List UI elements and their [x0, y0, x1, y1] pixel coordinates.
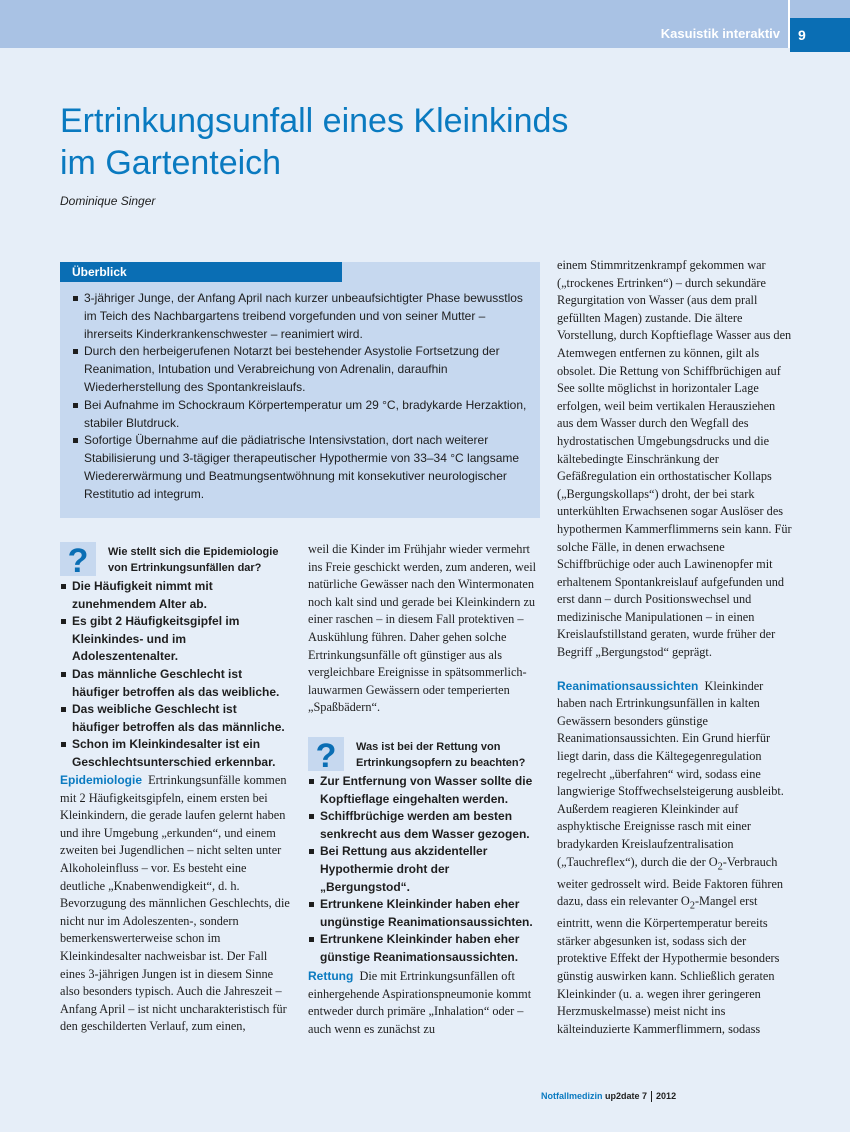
subscript: 2 — [717, 861, 723, 873]
answer-option[interactable]: Die Häufigkeit nimmt mit zunehmendem Alter ab. — [60, 578, 285, 613]
column-2-text — [308, 541, 544, 717]
column-3-text — [557, 257, 793, 1038]
answer-list — [308, 773, 538, 967]
title-line-1: Ertrinkungsunfall eines Kleinkinds — [60, 102, 569, 140]
answer-list — [60, 578, 285, 772]
answer-option[interactable]: Ertrunkene Kleinkinder haben eher günstige Reanimationsaussichten. — [308, 931, 538, 966]
question-title: Wie stellt sich die Epidemiologie von Ertrinkungsunfällen dar? — [108, 546, 279, 574]
paragraph-continuation: weil die Kinder im Frühjahr wieder vermehrt ins Freie geschickt werden, zum anderen, weil natürliche Gewässer nach den Wintermonaten noch kalt sind und gerade bei Kleinkindern zu einer raschen – in diesem Fall protektiven – Auskühlung führen. Daher gehen solche Ertrinkungsunfälle oft günstiger aus als vergleichbare Ereignisse in spätsommerlich-lauwarmen Gewässern oder temperierten „Spaßbädern“. — [308, 542, 537, 715]
footer-divider — [651, 1091, 652, 1102]
answer-option[interactable]: Das männliche Geschlecht ist häufiger betroffen als das weibliche. — [60, 666, 285, 701]
paragraph-epidemiology: Ertrinkungsunfälle kommen mit 2 Häufigkeitsgipfeln, einem ersten bei Kleinkindern, die gerade laufen gelernt haben und ihre Umgebung „erkunden“, und einem zweiten bei Jugendlichen – nicht selten unter Alkoholeinfluss – vor. Es besteht eine deutliche „Knabenwendigkeit“, d. h. Bevorzugung des männlichen Geschlechts, die nicht nur im Adoleszenten-, sondern bemerkenswerterweise schon im Kleinkindesalter nachweisbar ist. Der Fall eines 3-jährigen Jungen ist in diesem Sinne also besonders typisch. Auch die Jahreszeit – Anfang April – ist nicht uncharakteristisch für den geschilderten Verlauf, zum einen, — [60, 773, 290, 1034]
overview-list — [72, 290, 532, 504]
page-number: 9 — [790, 18, 850, 52]
answer-option[interactable]: Bei Rettung aus akzidenteller Hypothermie droht der „Bergungstod“. — [308, 843, 538, 896]
paragraph-rescue-continuation: einem Stimmritzenkrampf gekommen war („trockenes Ertrinken“) – durch sekundäre Regurgitation von Wasser (aus dem prall gefüllten Magen) zustande. Die ältere Vorstellung, durch Kopftieflage Wasser aus den Atemwegen entfernen zu können, gilt als obsolet. Die Rettung von Schiffbrüchigen auf See sollte möglichst in horizontaler Lage erfolgen, weil beim vertikalen Herausziehen aus dem Wasser durch den Wegfall des hydrostatischen Umgebungsdrucks und die kältebedingte Einschränkung der Gefäßregulation ein orthostatischer Kollaps („Bergungskollaps“) droht, der bei stark unterkühlten Erwachsenen sogar Auslöser des hypothermen Kammerflimmerns sein kann. Für solche Fälle, in denen erwachsene Schiffbrüchige oder auch Lawinenopfer mit erhaltenem Spontankreislauf aufgefunden und erst dann – durch Positionswechsel und medizinische Manipulationen – in einen Kreislaufstillstand geraten, wurde früher der Begriff „Bergungstod“ geprägt. — [557, 258, 792, 660]
article-title — [60, 100, 660, 184]
subscript: 2 — [689, 900, 695, 912]
answer-option[interactable]: Es gibt 2 Häufigkeitsgipfel im Kleinkindes- und im Adoleszentenalter. — [60, 613, 285, 666]
question-box-rescue — [308, 737, 544, 964]
section-label: Kasuistik interaktiv — [660, 26, 780, 41]
overview-box — [60, 262, 540, 518]
subheading-resuscitation: Reanimationsaussichten — [557, 678, 699, 693]
paragraph-rescue: Die mit Ertrinkungsunfällen oft einhergehende Aspirationspneumonie kommt entweder durch primäre „Inhalation“ oder – auch wenn es zunächst zu — [308, 969, 532, 1036]
title-line-2: im Gartenteich — [60, 144, 282, 182]
answer-option[interactable]: Das weibliche Geschlecht ist häufiger betroffen als das männliche. — [60, 701, 285, 736]
overview-heading: Überblick — [60, 262, 342, 282]
journal-issue: up2date 7 — [605, 1091, 648, 1101]
overview-item: Sofortige Übernahme auf die pädiatrische Intensivstation, dort nach weiterer Stabilisierung und 3-tägiger therapeutischer Hypothermie von 33–34 °C langsame Wiedererwärmung und Beatmungsentwöhnung mit konsekutiver neurologischer Restitutio ad integrum. — [72, 432, 532, 503]
author: Dominique Singer — [60, 194, 156, 208]
answer-option[interactable]: Ertrunkene Kleinkinder haben eher ungünstige Reanimationsaussichten. — [308, 896, 538, 931]
question-mark-icon: ? — [60, 542, 96, 576]
column-1-text — [60, 772, 294, 1036]
column-2-rescue-text — [308, 968, 544, 1038]
paragraph-resuscitation-a: Kleinkinder haben nach Ertrinkungsunfällen in kalten Gewässern besonders günstige Reanimationsaussichten. Ein Grund hierfür liegt darin, dass die Kältegegenregulation regelrecht „überfahren“ wird, sodass eine langwierige Stoffwechselsteigerung ausbleibt. Außerdem reagieren Kleinkinder auf asphyktische Ereignisse rasch mit einer bradykarden Kreislaufzentralisation („Tauchreflex“), durch die der O — [557, 678, 784, 869]
journal-name: Notfallmedizin — [541, 1091, 603, 1101]
question-box-epidemiology — [60, 542, 285, 769]
paragraph-resuscitation-b: -Verbrauch weiter gedrosselt wird. Beide Faktoren führen dazu, dass ein relevanter O — [557, 854, 784, 909]
answer-option[interactable]: Zur Entfernung von Wasser sollte die Kopftieflage eingehalten werden. — [308, 773, 538, 808]
footer — [541, 1091, 676, 1102]
paragraph-resuscitation-c: -Mangel erst eintritt, wenn die Körpertemperatur bereits stärker abgesunken ist, sodass sich der protektive Effekt der Hypothermie besonders günstig auswirken kann. Schließlich geraten Kleinkinder (u. a. wegen ihrer geringeren Herzmuskelmasse) meist nicht ins kälteinduzierte Kammerflimmern, sodass — [557, 894, 780, 1036]
question-mark-icon: ? — [308, 737, 344, 771]
subheading-epidemiology: Epidemiologie — [60, 773, 143, 787]
question-title: Was ist bei der Rettung von Ertrinkungsopfern zu beachten? — [356, 741, 526, 769]
overview-item: 3-jähriger Junge, der Anfang April nach kurzer unbeaufsichtigter Phase bewusstlos im Teich des Nachbargartens treibend vorgefunden und von seiner Mutter – ihrerseits Kinderkrankenschwester – reanimiert wird. — [72, 290, 532, 343]
subheading-rescue: Rettung — [308, 969, 354, 983]
answer-option[interactable]: Schiffbrüchige werden am besten senkrecht aus dem Wasser gezogen. — [308, 808, 538, 843]
answer-option[interactable]: Schon im Kleinkindesalter ist ein Geschlechtsunterschied erkennbar. — [60, 736, 285, 771]
journal-year: 2012 — [656, 1091, 677, 1101]
overview-item: Bei Aufnahme im Schockraum Körpertemperatur um 29 °C, bradykarde Herzaktion, stabiler Blutdruck. — [72, 397, 532, 433]
overview-item: Durch den herbeigerufenen Notarzt bei bestehender Asystolie Fortsetzung der Reanimation, Intubation und Verabreichung von Adrenalin, daraufhin Wiederherstellung des Spontankreislaufs. — [72, 343, 532, 396]
